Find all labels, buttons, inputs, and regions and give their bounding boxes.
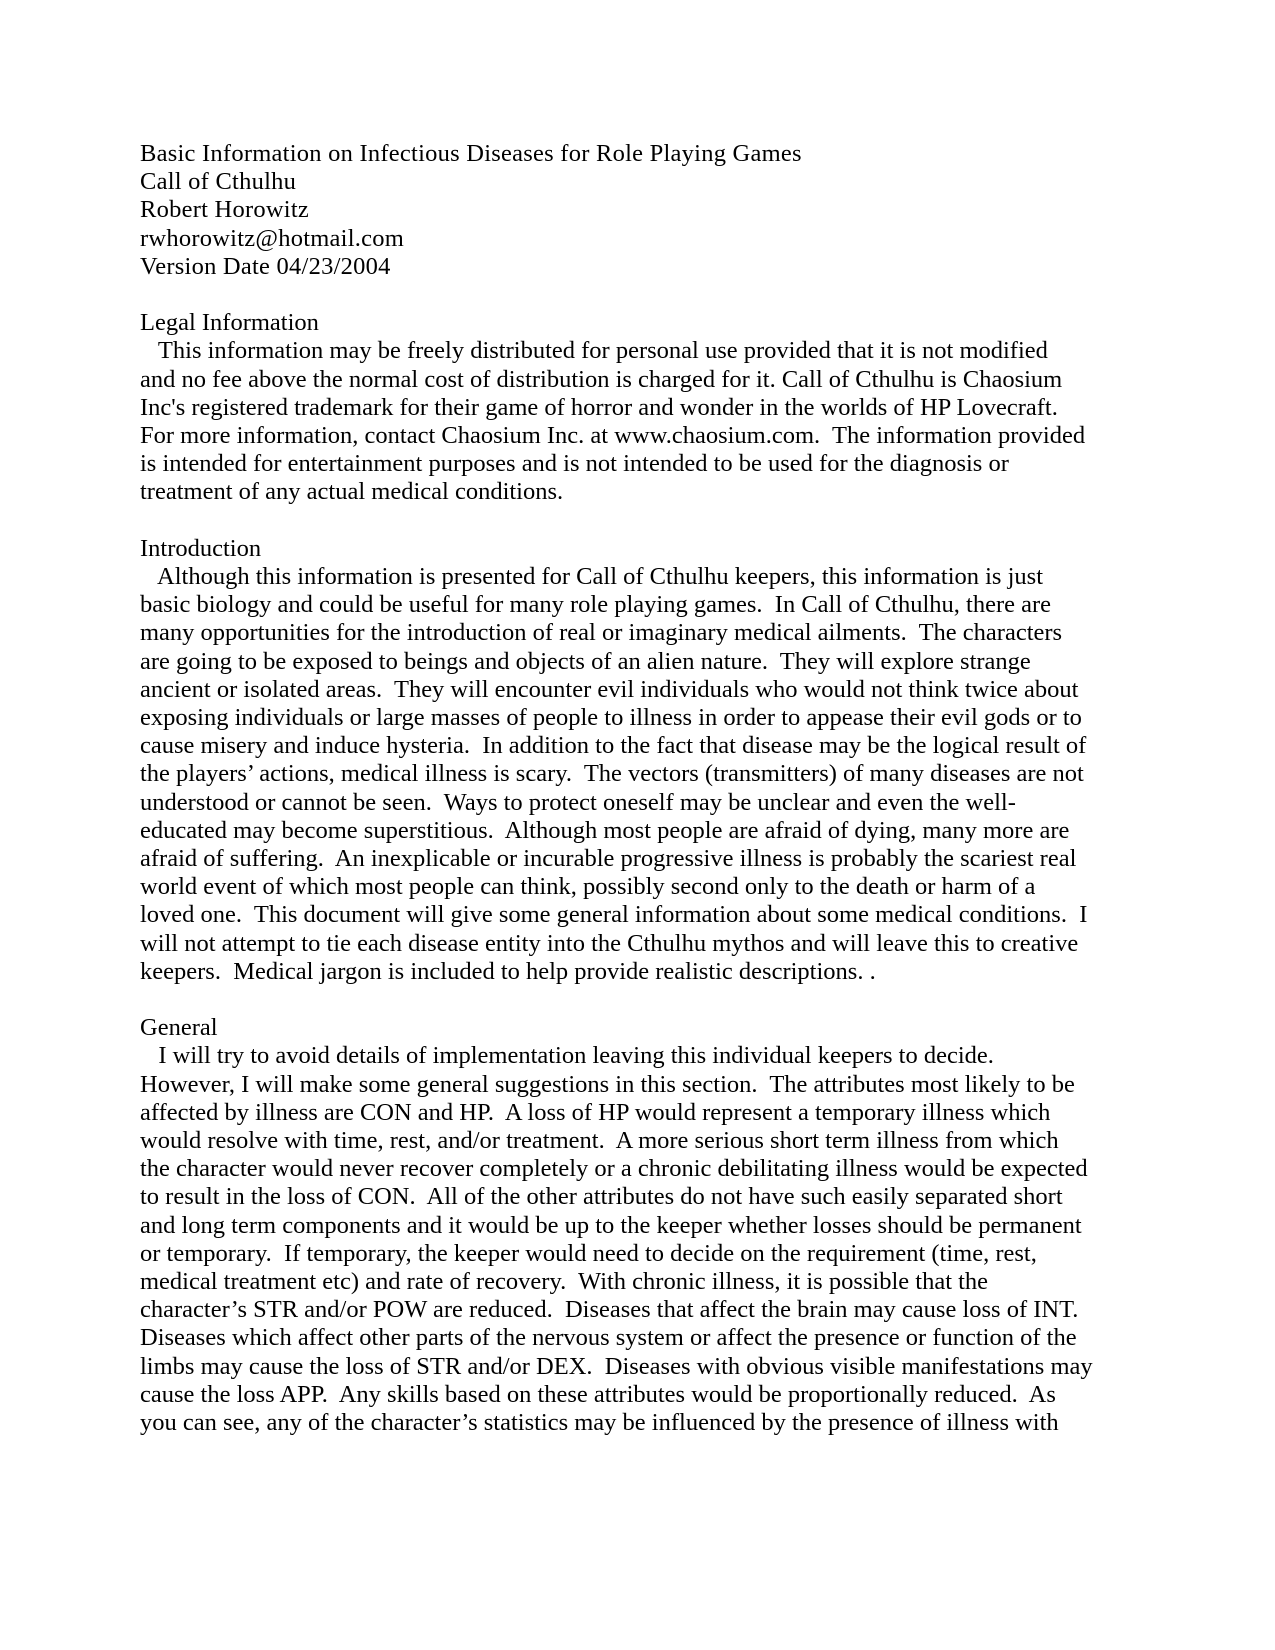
paragraph-line: treatment of any actual medical conditions. xyxy=(140,478,564,506)
paragraph-line: This information may be freely distributed for personal use provided that it is not modified xyxy=(140,337,1048,365)
game-system-line: Call of Cthulhu xyxy=(140,168,297,196)
paragraph-line: understood or cannot be seen. Ways to protect oneself may be unclear and even the well- xyxy=(140,788,1016,816)
spacer-after-introduction xyxy=(140,986,1078,1014)
paragraph-line: limbs may cause the loss of STR and/or DEX. Diseases with obvious visible manifestations may xyxy=(140,1352,1093,1380)
paragraph-line: are going to be exposed to beings and objects of an alien nature. They will explore strange xyxy=(140,647,1031,675)
paragraph-line: to result in the loss of CON. All of the other attributes do not have such easily separated short xyxy=(140,1183,1063,1211)
author-email-line: rwhorowitz@hotmail.com xyxy=(140,224,405,252)
author-line: Robert Horowitz xyxy=(140,196,310,224)
paragraph-line: I will try to avoid details of implementation leaving this individual keepers to decide. xyxy=(140,1042,994,1070)
paragraph-line: many opportunities for the introduction of real or imaginary medical ailments. The characters xyxy=(140,619,1063,647)
section-heading-legal-information: Legal Information xyxy=(140,309,319,337)
paragraph-line: afraid of suffering. An inexplicable or incurable progressive illness is probably the scariest real xyxy=(140,845,1077,873)
section-legal-information xyxy=(140,309,1086,506)
paragraph-line: you can see, any of the character’s statistics may be influenced by the presence of illness with xyxy=(140,1409,1059,1437)
paragraph-line: affected by illness are CON and HP. A loss of HP would represent a temporary illness which xyxy=(140,1098,1051,1126)
spacer-after-title xyxy=(140,281,1078,309)
paragraph-line: character’s STR and/or POW are reduced. Diseases that affect the brain may cause loss of INT. xyxy=(140,1296,1079,1324)
paragraph-line: or temporary. If temporary, the keeper would need to decide on the requirement (time, rest, xyxy=(140,1239,1037,1267)
paragraph-line: Although this information is presented for Call of Cthulhu keepers, this information is just xyxy=(140,563,1043,591)
paragraph-line: would resolve with time, rest, and/or treatment. A more serious short term illness from which xyxy=(140,1127,1059,1155)
paragraph-line: ancient or isolated areas. They will encounter evil individuals who would not think twice about xyxy=(140,675,1079,703)
spacer-after-legal-information xyxy=(140,507,1078,535)
paragraph-line: loved one. This document will give some general information about some medical conditions. I xyxy=(140,901,1088,929)
paragraph-line: the character would never recover completely or a chronic debilitating illness would be expected xyxy=(140,1155,1088,1183)
paragraph-line: is intended for entertainment purposes and is not intended to be used for the diagnosis or xyxy=(140,450,1009,478)
section-heading-general: General xyxy=(140,1014,218,1042)
section-introduction xyxy=(140,534,1088,986)
section-general xyxy=(140,1014,1093,1437)
paragraph-line: and no fee above the normal cost of distribution is charged for it. Call of Cthulhu is Chaosium xyxy=(140,365,1063,393)
paragraph-line: For more information, contact Chaosium Inc. at www.chaosium.com. The information provided xyxy=(140,422,1086,450)
paragraph-line: the players’ actions, medical illness is scary. The vectors (transmitters) of many diseases are not xyxy=(140,760,1084,788)
document-body xyxy=(140,140,1093,1437)
paragraph-line: world event of which most people can think, possibly second only to the death or harm of a xyxy=(140,873,1036,901)
paragraph-line: Diseases which affect other parts of the nervous system or affect the presence or function of the xyxy=(140,1324,1077,1352)
title-block xyxy=(140,140,1078,281)
paragraph-line: cause misery and induce hysteria. In addition to the fact that disease may be the logical result of xyxy=(140,732,1087,760)
paragraph-line: Inc's registered trademark for their game of horror and wonder in the worlds of HP Lovecraft. xyxy=(140,393,1058,421)
paragraph-line: However, I will make some general suggestions in this section. The attributes most likely to be xyxy=(140,1070,1075,1098)
paragraph-line: basic biology and could be useful for many role playing games. In Call of Cthulhu, there are xyxy=(140,591,1052,619)
paragraph-line: and long term components and it would be up to the keeper whether losses should be permanent xyxy=(140,1211,1082,1239)
paragraph-line: educated may become superstitious. Although most people are afraid of dying, many more are xyxy=(140,816,1070,844)
paragraph-line: medical treatment etc) and rate of recovery. With chronic illness, it is possible that the xyxy=(140,1268,989,1296)
version-date-line: Version Date 04/23/2004 xyxy=(140,252,391,280)
paragraph-line: keepers. Medical jargon is included to help provide realistic descriptions. . xyxy=(140,957,876,985)
paragraph-line: cause the loss APP. Any skills based on these attributes would be proportionally reduced. As xyxy=(140,1380,1056,1408)
paragraph-line: will not attempt to tie each disease entity into the Cthulhu mythos and will leave this to creative xyxy=(140,929,1079,957)
document-title: Basic Information on Infectious Diseases for Role Playing Games xyxy=(140,140,802,167)
paragraph-line: exposing individuals or large masses of people to illness in order to appease their evil gods or to xyxy=(140,704,1082,732)
section-heading-introduction: Introduction xyxy=(140,534,262,562)
